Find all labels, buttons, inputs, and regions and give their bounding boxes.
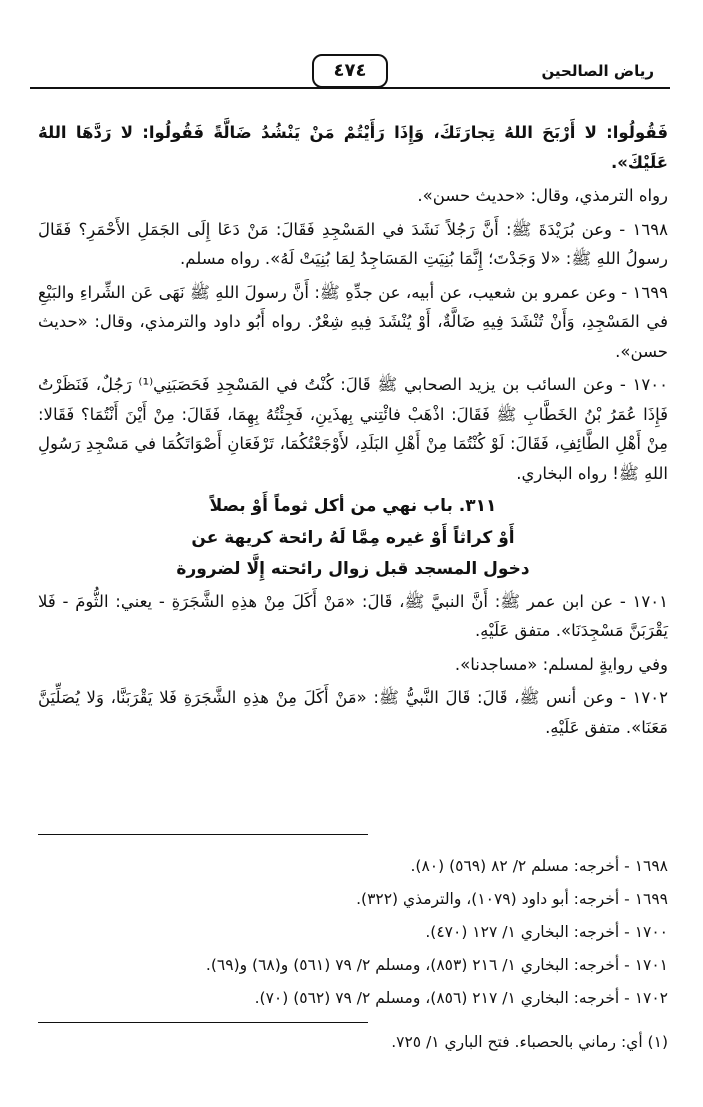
main-text: [38, 118, 668, 746]
hadith-1698: ١٦٩٨ - وعن بُرَيْدَةَ ﷺ: أَنَّ رَجُلاً نَشَدَ في المَسْجِدِ فَقَالَ: مَنْ دَعَا إِلَى الجَمَلِ الأَحْمَرِ؟ فَقَالَ رسولُ اللهِ ﷺ: «لا وَجَدْتَ؛ إِنَّمَا بُنِيَتِ المَسَاجِدُ لِمَا بُنِيَتْ لَهُ». رواه مسلم.: [38, 219, 668, 268]
chapter-title-line-2: أَوْ كراثاً أَوْ غيره مِمَّا لَهُ رائحة كريهة عن: [191, 527, 515, 548]
hadith-1702: ١٧٠٢ - وعن أنس ﷺ، قَالَ: قَالَ النَّبيُّ ﷺ: «مَنْ أَكَلَ مِنْ هذِهِ الشَّجَرَةِ فَلا يَقْرَبَنَّا، وَلا يُصَلِّيَنَّ مَعَنَا». متفق عَلَيْهِ.: [38, 688, 668, 737]
hadith-1700: ١٧٠٠ - وعن السائب بن يزيد الصحابي ﷺ قَالَ: كُنْتُ في المَسْجِدِ فَحَصَبَنِي⁽¹⁾ رَجُلٌ، فَنَظَرْتُ فَإِذَا عُمَرُ بْنُ الخَطَّابِ ﷺ فَقَالَ: اذْهَبْ فائْتِني بِهذَينِ، فَجِئْتُهُ بِهِمَا، فَقَالَ: مِنْ أَيْنَ أَنْتُمَا؟ فَقَالا: مِنْ أَهْلِ الطَّائِفِ، فَقَالَ: لَوْ كُنْتُمَا مِنْ أَهْلِ البَلَدِ، لأَوْجَعْتُكُمَا، تَرْفَعَانِ أَصْوَاتَكُمَا في مَسْجِدِ رَسُولِ اللهِ ﷺ! رواه البخاري.: [38, 375, 668, 483]
reference-item: ١٦٩٨ - أخرجه: مسلم ٢/ ٨٢ (٥٦٩) (٨٠).: [410, 857, 668, 875]
header-divider: [30, 87, 670, 89]
hadith-1701: ١٧٠١ - عن ابن عمر ﷺ: أَنَّ النبيَّ ﷺ، قَالَ: «مَنْ أَكَلَ مِنْ هذِهِ الشَّجَرَةِ - يعني: الثُّومَ - فَلا يَقْرَبَنَّ مَسْجِدَنَا». متفق عَلَيْهِ.: [38, 591, 668, 640]
book-title: رياض الصالحين: [541, 62, 654, 80]
reference-item: ١٧٠١ - أخرجه: البخاري ١/ ٢١٦ (٨٥٣)، ومسلم ٢/ ٧٩ (٥٦١) و(٦٨) و(٦٩).: [205, 956, 668, 974]
hadith-continuation: فَقُولُوا: لا أَرْبَحَ اللهُ تِجارَتَكَ، وَإِذَا رَأَيْتُمْ مَنْ يَنْشُدُ ضَالَّةً فَقُولُوا: لا رَدَّهَا اللهُ عَلَيْكَ».: [38, 123, 668, 172]
references-divider: [38, 834, 368, 835]
hadith-1701-variant: وفي روايةٍ لمسلم: «مساجدنا».: [454, 654, 668, 674]
hadith-1699: ١٦٩٩ - وعن عمرو بن شعيب، عن أبيه، عن جدِّهِ ﷺ: أَنَّ رسولَ اللهِ ﷺ نَهَى عَن الشِّراءِ والبَيْعِ في المَسْجِدِ، وَأَنْ تُنْشَدَ فِيهِ ضَالَّةٌ، أَوْ يُنْشَدَ فِيهِ شِعْرٌ. رواه أَبُو داود والترمذي، وقال: «حديث حسن».: [38, 282, 668, 361]
chapter-title-line-3: دخول المسجد قبل زوال رائحته إِلَّا لضرورة: [176, 559, 530, 579]
footnote-divider: [38, 1022, 368, 1023]
hadith-continuation-source: رواه الترمذي، وقال: «حديث حسن».: [417, 186, 668, 205]
references-list: [38, 850, 668, 1015]
page-number: ٤٧٤: [312, 54, 388, 88]
chapter-title-line-1: ٣١١. باب نهي من أكل ثوماً أَوْ بصلاً: [209, 496, 497, 516]
footnote: (١) أي: رماني بالحصباء. فتح الباري ١/ ٧٢٥.: [391, 1033, 668, 1051]
reference-item: ١٧٠٠ - أخرجه: البخاري ١/ ١٢٧ (٤٧٠).: [425, 923, 668, 941]
page-header: [30, 52, 670, 88]
reference-item: ١٧٠٢ - أخرجه: البخاري ١/ ٢١٧ (٨٥٦)، ومسلم ٢/ ٧٩ (٥٦٢) (٧٠).: [254, 989, 668, 1007]
reference-item: ١٦٩٩ - أخرجه: أبو داود (١٠٧٩)، والترمذي (٣٢٢).: [356, 890, 668, 908]
